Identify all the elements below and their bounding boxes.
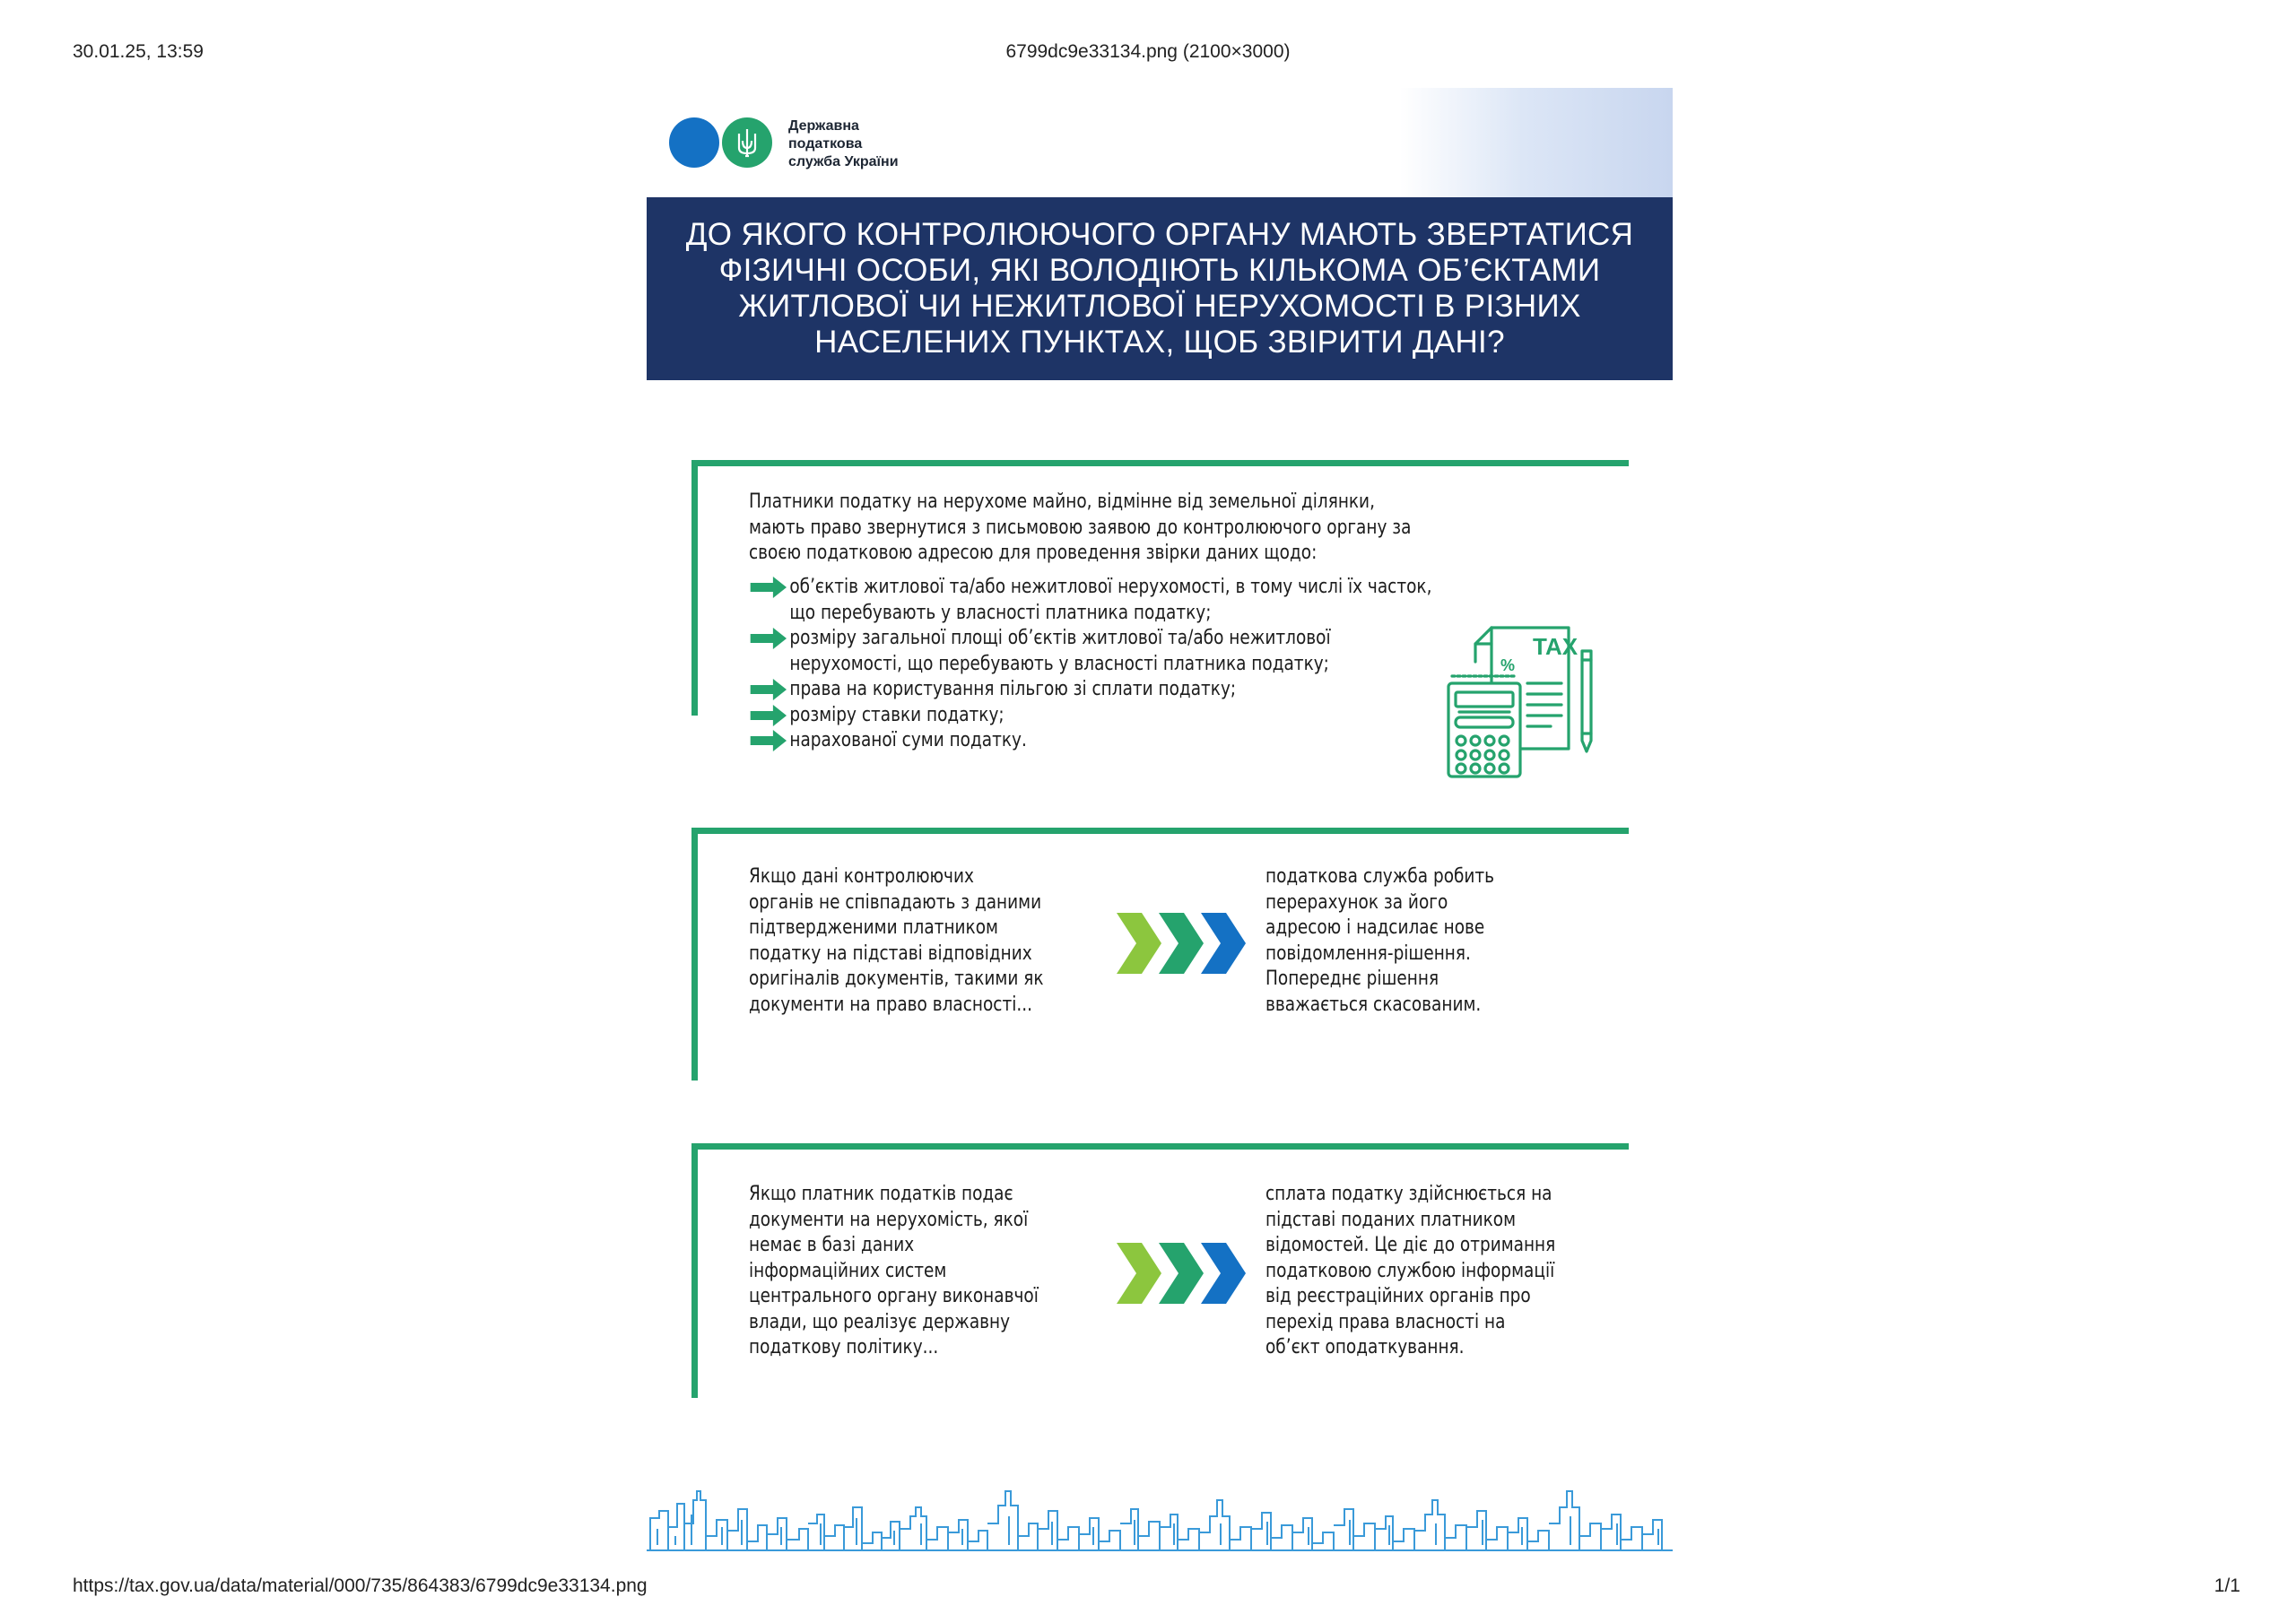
text-line: перехід права власності на [1265,1310,1506,1333]
triple-chevron-icon [1115,911,1251,976]
intro-line: Платники податку на нерухоме майно, відмінне від земельної ділянки, [749,490,1375,513]
text-line: сплата податку здійснюється на [1265,1183,1552,1205]
intro-line: мають право звернутися з письмовою заявою до контролюючого органу за [749,516,1412,539]
section3-left-border [691,1143,698,1398]
bullet-text: розміру ставки податку; [789,703,1004,726]
bullet-text: нерухомості, що перебувають у власності платника податку; [789,652,1329,675]
dps-logo-icon [666,114,783,171]
print-source-url[interactable]: https://tax.gov.ua/data/material/000/735/864383/6799dc9e33134.png [73,1575,648,1596]
green-arrow-icon [749,677,789,702]
section3-condition-text [749,1182,1039,1361]
bullet-text: що перебувають у власності платника податку; [789,601,1212,624]
title-banner [647,197,1673,380]
section1-top-border [691,460,1629,466]
section3-top-border [691,1143,1629,1150]
section1-bullet-list [749,575,1431,754]
print-page-number: 1/1 [2213,1575,2240,1596]
section2-left-border [691,828,698,1081]
text-line: Якщо платник податків подає [749,1183,1013,1205]
text-line: немає в базі даних [749,1234,915,1256]
bullet-text: розміру загальної площі об’єктів житлової та/або нежитлової [789,627,1331,649]
section2-condition-text [749,864,1043,1018]
text-line: перерахунок за його [1265,890,1448,914]
bullet-item [749,728,1431,754]
bullet-text: об’єктів житлової та/або нежитлової нерухомості, в тому числі їх часток, [789,576,1432,598]
green-arrow-icon [749,575,789,600]
infographic [647,88,1673,1558]
green-arrow-icon [749,626,789,651]
section1-left-border [691,460,698,716]
section1-intro [749,490,1411,567]
text-line: центрального органу виконавчої [749,1285,1039,1307]
bullet-item [749,703,1431,729]
text-line: від реєстраційних органів про [1265,1285,1531,1307]
intro-line: своєю податковою адресою для проведення звірки даних щодо: [749,542,1318,564]
text-line: оригіналів документів, такими як [749,968,1044,990]
text-line: документи на нерухомість, якої [749,1208,1029,1231]
tax-label: TAX [1533,633,1578,660]
text-line: Якщо дані контролюючих [749,865,974,888]
section2-result-text [1265,864,1494,1018]
percent-label: % [1500,656,1516,674]
bullet-item [749,626,1431,677]
text-line: інформаційних систем [749,1259,947,1282]
text-line: адресою і надсилає нове [1265,916,1485,939]
text-line: Попереднє рішення [1265,968,1439,990]
bullet-item [749,575,1431,626]
text-line: органів не співпадають з даними [749,890,1042,914]
green-arrow-icon [749,703,789,728]
page-title: ДО ЯКОГО КОНТРОЛЮЮЧОГО ОРГАНУ МАЮТЬ ЗВЕРТАТИСЯ ФІЗИЧНІ ОСОБИ, ЯКІ ВОЛОДІЮТЬ КІЛЬКОМА ОБ’ЄКТАМИ ЖИТЛОВОЇ ЧИ НЕЖИТЛОВОЇ НЕРУХОМОСТІ В РІЗНИХ НАСЕЛЕНИХ ПУНКТАХ, ЩОБ ЗВІРИТИ ДАНІ? [685,217,1634,360]
text-line: податкова служба робить [1265,865,1495,888]
section3-result-text [1265,1182,1555,1361]
bullet-text: нарахованої суми податку. [789,729,1027,751]
bullet-item [749,677,1431,703]
text-line: об’єкт оподаткування. [1265,1336,1465,1358]
text-line: підтвердженими платником [749,916,998,939]
text-line: підставі поданих платником [1265,1208,1517,1231]
text-line: податку на підставі відповідних [749,942,1032,965]
text-line: відомостей. Це діє до отримання [1265,1234,1556,1256]
text-line: податкову політику... [749,1336,939,1358]
text-line: документи на право власності... [749,993,1032,1016]
text-line: влади, що реалізує державну [749,1310,1011,1333]
triple-chevron-icon [1115,1241,1251,1306]
text-line: податковою службою інформації [1265,1259,1555,1282]
section2-top-border [691,828,1629,834]
print-page-title: 6799dc9e33134.png (2100×3000) [1005,41,1291,62]
text-line: вважається скасованим. [1265,993,1482,1016]
print-datetime: 30.01.25, 13:59 [73,41,204,62]
green-arrow-icon [749,728,789,753]
organization-name: Державна податкова служба України [788,118,899,169]
bullet-text: права на користування пільгою зі сплати податку; [789,678,1237,700]
header-gradient [1400,88,1673,197]
tax-calculator-icon [1445,619,1606,780]
city-skyline-icon [647,1464,1673,1554]
text-line: повідомлення-рішення. [1265,942,1471,965]
